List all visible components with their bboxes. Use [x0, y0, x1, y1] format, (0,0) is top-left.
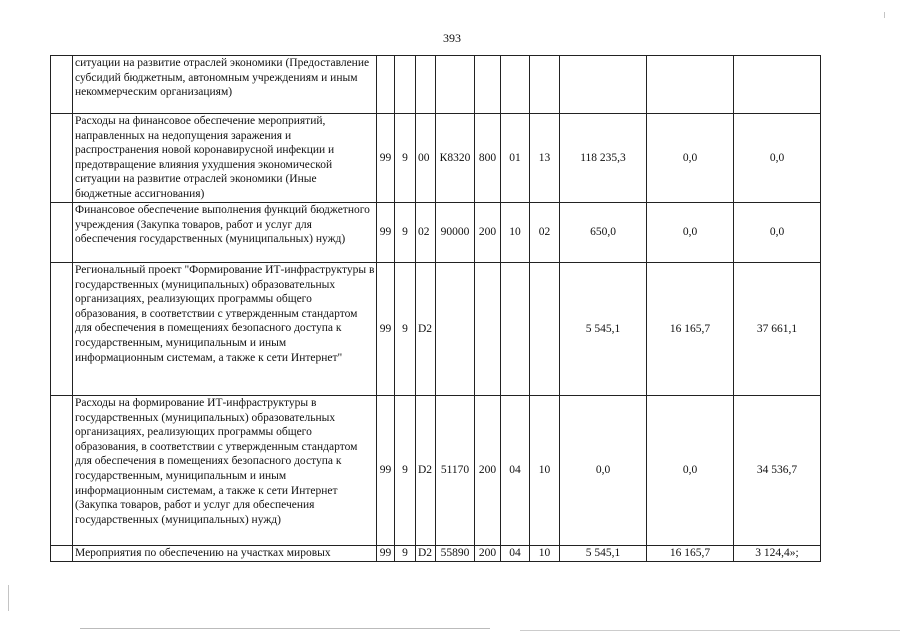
subsection-code-cell — [530, 56, 560, 114]
expense-type-cell — [475, 263, 501, 396]
program-code-cell: 99 — [377, 203, 395, 263]
amount-year2-cell: 16 165,7 — [647, 263, 734, 396]
main-event-code-cell: 00 — [416, 114, 436, 203]
direction-code-cell — [436, 263, 475, 396]
subprogram-code-cell — [395, 56, 416, 114]
program-code-cell: 99 — [377, 546, 395, 562]
section-code-cell: 04 — [501, 396, 530, 546]
amount-year2-cell: 0,0 — [647, 203, 734, 263]
budget-table — [50, 55, 821, 562]
description-cell: Расходы на формирование ИТ-инфраструктуры в государственных (муниципальных) образовательных организациях, реализующих программы общего образования, в соответствии с утвержденным стандартом для обеспечения в помещениях безопасного доступа к государственным, муниципальным и иным информационным системам, а также к сети Интернет (Закупка товаров, работ и услуг для обеспечения государственных (муниципальных) нужд) — [73, 396, 377, 546]
description-cell: Региональный проект "Формирование ИТ-инфраструктуры в государственных (муниципальных) образовательных организациях, реализующих программы общего образования, в соответствии с утвержденным стандартом для обеспечения в помещениях безопасного доступа к государственным, муниципальным и иным информационным системам, а также к сети Интернет" — [73, 263, 377, 396]
amount-year2-cell: 0,0 — [647, 114, 734, 203]
main-event-code-cell: D2 — [416, 263, 436, 396]
amount-year2-cell: 0,0 — [647, 396, 734, 546]
amount-year3-cell: 34 536,7 — [734, 396, 821, 546]
program-code-cell: 99 — [377, 396, 395, 546]
description-cell: Расходы на финансовое обеспечение мероприятий, направленных на недопущения заражения и распространения новой коронавирусной инфекции и предотвращение влияния ухудшения экономической ситуации на развитие отраслей экономики (Иные бюджетные ассигнования) — [73, 114, 377, 203]
table-row — [51, 546, 821, 562]
expense-type-cell: 200 — [475, 546, 501, 562]
subsection-code-cell: 02 — [530, 203, 560, 263]
main-event-code-cell: D2 — [416, 396, 436, 546]
subprogram-code-cell: 9 — [395, 396, 416, 546]
scan-artifact-line — [80, 628, 490, 629]
amount-year3-cell: 3 124,4»; — [734, 546, 821, 562]
page-number: 393 — [443, 31, 461, 45]
blank-cell — [51, 203, 73, 263]
program-code-cell: 99 — [377, 263, 395, 396]
direction-code-cell — [436, 56, 475, 114]
table-row — [51, 56, 821, 114]
amount-year2-cell — [647, 56, 734, 114]
table-row — [51, 263, 821, 396]
subprogram-code-cell: 9 — [395, 546, 416, 562]
scan-artifact-mark — [884, 12, 885, 18]
direction-code-cell: 55890 — [436, 546, 475, 562]
section-code-cell: 10 — [501, 203, 530, 263]
main-event-code-cell: D2 — [416, 546, 436, 562]
subsection-code-cell: 10 — [530, 546, 560, 562]
table-row — [51, 114, 821, 203]
subsection-code-cell: 10 — [530, 396, 560, 546]
description-cell: ситуации на развитие отраслей экономики (Предоставление субсидий бюджетным, автономным учреждениям и иным некоммерческим организациям) — [73, 56, 377, 114]
amount-year1-cell: 5 545,1 — [560, 546, 647, 562]
scan-artifact-line — [520, 630, 900, 631]
section-code-cell — [501, 56, 530, 114]
program-code-cell: 99 — [377, 114, 395, 203]
expense-type-cell: 800 — [475, 114, 501, 203]
blank-cell — [51, 114, 73, 203]
main-event-code-cell — [416, 56, 436, 114]
blank-cell — [51, 546, 73, 562]
description-cell: Мероприятия по обеспечению на участках мировых — [73, 546, 377, 562]
amount-year1-cell: 5 545,1 — [560, 263, 647, 396]
amount-year3-cell: 0,0 — [734, 114, 821, 203]
section-code-cell: 04 — [501, 546, 530, 562]
main-event-code-cell: 02 — [416, 203, 436, 263]
subprogram-code-cell: 9 — [395, 114, 416, 203]
subsection-code-cell: 13 — [530, 114, 560, 203]
direction-code-cell: К8320 — [436, 114, 475, 203]
blank-cell — [51, 263, 73, 396]
table-row — [51, 203, 821, 263]
subprogram-code-cell: 9 — [395, 203, 416, 263]
expense-type-cell — [475, 56, 501, 114]
amount-year3-cell: 37 661,1 — [734, 263, 821, 396]
subsection-code-cell — [530, 263, 560, 396]
section-code-cell — [501, 263, 530, 396]
amount-year1-cell — [560, 56, 647, 114]
blank-cell — [51, 396, 73, 546]
scan-artifact-mark — [8, 585, 9, 611]
expense-type-cell: 200 — [475, 203, 501, 263]
amount-year1-cell: 650,0 — [560, 203, 647, 263]
amount-year3-cell — [734, 56, 821, 114]
direction-code-cell: 51170 — [436, 396, 475, 546]
amount-year2-cell: 16 165,7 — [647, 546, 734, 562]
blank-cell — [51, 56, 73, 114]
direction-code-cell: 90000 — [436, 203, 475, 263]
amount-year1-cell: 0,0 — [560, 396, 647, 546]
program-code-cell — [377, 56, 395, 114]
expense-type-cell: 200 — [475, 396, 501, 546]
table-row — [51, 396, 821, 546]
amount-year1-cell: 118 235,3 — [560, 114, 647, 203]
subprogram-code-cell: 9 — [395, 263, 416, 396]
amount-year3-cell: 0,0 — [734, 203, 821, 263]
description-cell: Финансовое обеспечение выполнения функций бюджетного учреждения (Закупка товаров, работ и услуг для обеспечения государственных (муниципальных) нужд) — [73, 203, 377, 263]
section-code-cell: 01 — [501, 114, 530, 203]
